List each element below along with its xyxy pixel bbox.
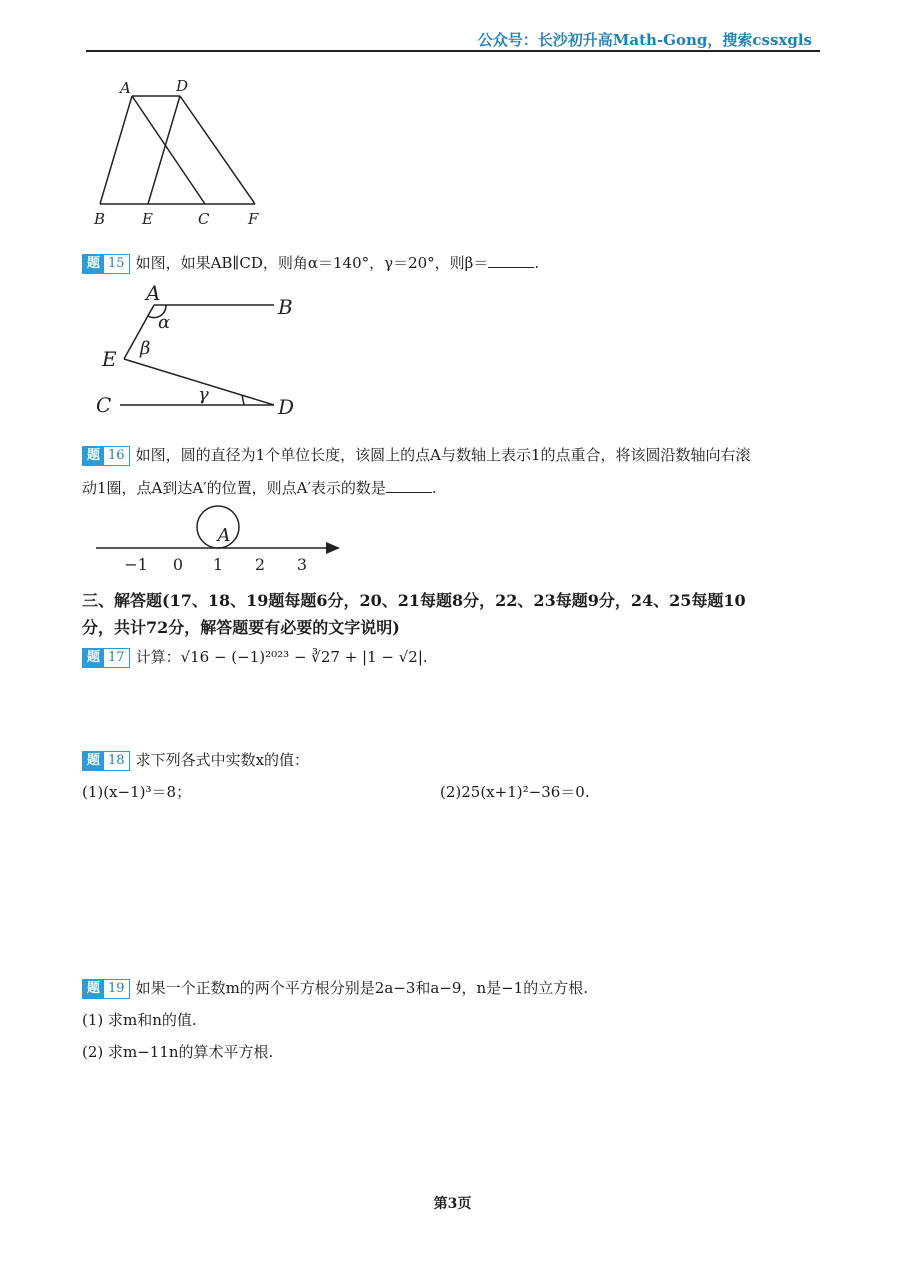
question-15-text: 如图，如果AB∥CD，则角α＝140°，γ＝20°，则β＝ xyxy=(135,254,489,272)
figure-angles xyxy=(94,282,314,422)
question-19 xyxy=(82,978,588,999)
tick-label: 3 xyxy=(296,555,308,574)
question-17-text: 计算：√16 − (−1)²⁰²³ − ∛27 + |1 − √2|. xyxy=(135,648,428,666)
section-heading-cont: 分，共计72分，解答题要有必要的文字说明) xyxy=(82,618,400,637)
label-F: F xyxy=(248,210,259,228)
question-badge: 题 15 xyxy=(82,254,130,274)
label-A: A xyxy=(120,79,131,97)
question-16 xyxy=(82,445,751,466)
page-number: 第3页 xyxy=(433,1196,472,1212)
page-header xyxy=(86,28,820,52)
label-B: B xyxy=(278,295,293,319)
question-19-part2: (2) 求m−11n的算术平方根. xyxy=(82,1043,274,1061)
question-badge: 题 19 xyxy=(82,979,130,999)
tick-label: 1 xyxy=(212,555,224,574)
question-badge: 题 18 xyxy=(82,751,130,771)
tick-label: 0 xyxy=(172,555,184,574)
question-18 xyxy=(82,750,309,771)
figure-trapezoid xyxy=(90,74,270,230)
label-C: C xyxy=(96,393,112,417)
question-19-part1: (1) 求m和n的值. xyxy=(82,1011,197,1029)
label-gamma: γ xyxy=(198,384,209,405)
question-17 xyxy=(82,647,428,668)
number-line-figure xyxy=(94,504,354,576)
question-16-cont: 动1圈，点A到达A′的位置，则点A′表示的数是 . xyxy=(82,479,437,497)
header-text: 公众号：长沙初升高Math-Gong，搜索cssxgls xyxy=(477,31,812,49)
label-beta: β xyxy=(140,338,151,359)
tick-label: −1 xyxy=(124,555,148,574)
label-E: E xyxy=(142,210,153,228)
answer-blank xyxy=(386,478,432,493)
label-alpha: α xyxy=(158,312,171,333)
question-18-text: 求下列各式中实数x的值： xyxy=(135,751,310,769)
point-A-label: A xyxy=(217,525,231,546)
label-C: C xyxy=(198,210,210,228)
label-A: A xyxy=(146,282,161,305)
question-18-part1: (1)(x−1)³＝8； xyxy=(82,783,192,801)
question-16-line1: 如图，圆的直径为1个单位长度，该圆上的点A与数轴上表示1的点重合，将该圆沿数轴向右滚 xyxy=(135,446,751,464)
question-18-part2: (2)25(x+1)²−36＝0. xyxy=(440,783,590,801)
question-15: 题 15 如图，如果AB∥CD，则角α＝140°，γ＝20°，则β＝ . xyxy=(82,253,539,274)
question-19-text: 如果一个正数m的两个平方根分别是2a−3和a−9，n是−1的立方根. xyxy=(135,979,588,997)
label-D: D xyxy=(278,395,295,419)
label-E: E xyxy=(102,347,117,371)
label-B: B xyxy=(94,210,106,228)
tick-label: 2 xyxy=(254,555,266,574)
section-heading: 三、解答题(17、18、19题每题6分，20、21每题8分，22、23每题9分，24、25每题10 xyxy=(82,591,746,610)
question-16-line2: 动1圈，点A到达A′的位置，则点A′表示的数是 xyxy=(82,479,386,497)
answer-blank xyxy=(488,253,534,268)
question-badge: 题 16 xyxy=(82,446,130,466)
label-D: D xyxy=(176,77,189,95)
question-badge: 题 17 xyxy=(82,648,130,668)
